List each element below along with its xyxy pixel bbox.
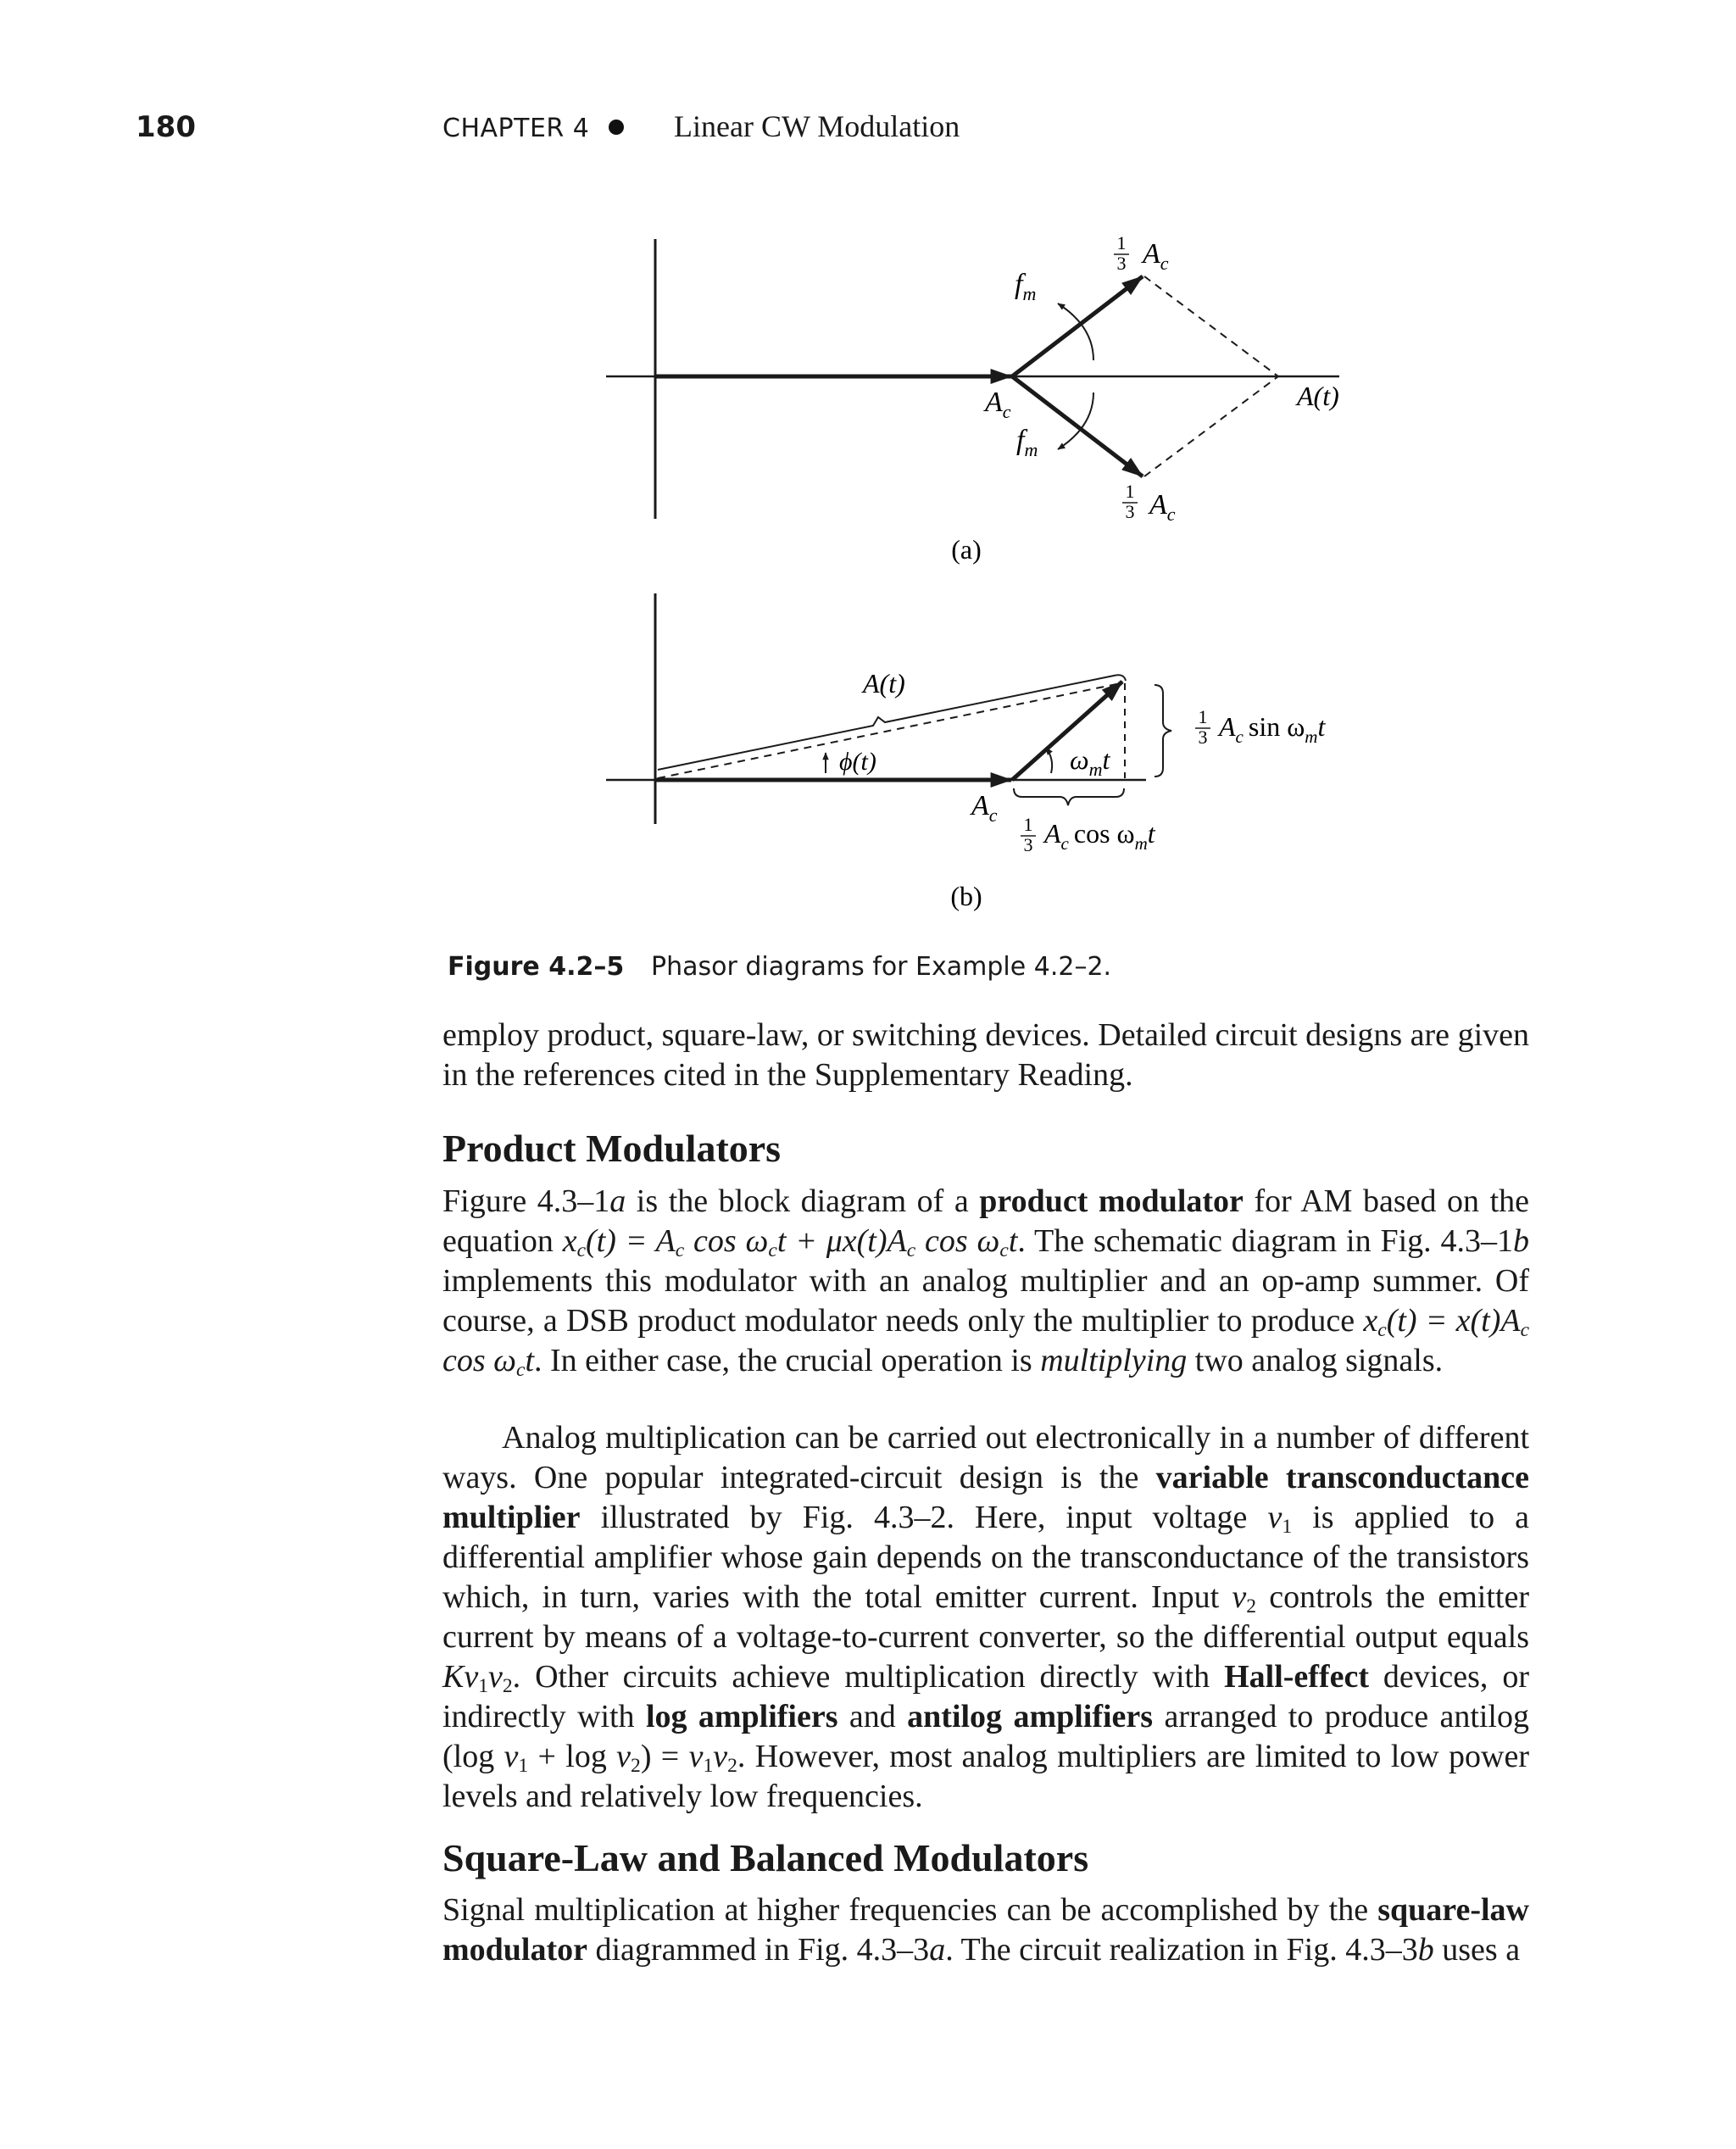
intro-paragraph: employ product, square-law, or switching devices. Detailed circuit designs are given in the references cited in the Supplementary Reading. — [442, 1017, 1529, 1093]
section-heading-product-modulators: Product Modulators — [442, 1127, 782, 1170]
term-product-modulator: product modulator — [979, 1183, 1244, 1219]
panel-a-upper-sideband-label: $A_c$ — [1143, 238, 1169, 274]
figure-caption-number: Figure 4.2–5 — [448, 952, 625, 982]
panel-a — [606, 232, 1339, 565]
panel-b-cos-term: $A_c$ $\cos \omega_mt$ — [1044, 818, 1155, 854]
panel-b-angle-label: $\omega_mt$ — [1070, 744, 1110, 780]
term-hall-effect: Hall-effect — [1224, 1659, 1369, 1695]
panel-a-lower-sideband-phasor — [1012, 376, 1143, 476]
term-log-amplifiers: log amplifiers — [645, 1699, 838, 1734]
panel-a-lower-sideband-label: $A_c$ — [1149, 489, 1176, 525]
svg-text:1: 1 — [1116, 232, 1127, 253]
panel-b-sin-brace — [1155, 685, 1171, 777]
panel-b-cos-brace — [1014, 788, 1124, 805]
figure-caption-text: Phasor diagrams for Example 4.2–2. — [651, 952, 1112, 982]
panel-a-dashed-lower — [1144, 376, 1278, 476]
panel-b-cos-coeff — [1021, 814, 1036, 855]
page-number: 180 — [136, 110, 196, 144]
equation-am: $x_c(t) = A_c$ $\cos \omega_ct + \mu x(t)A_c$ $\cos \omega_ct$ — [562, 1223, 1018, 1261]
panel-b-carrier-label: $A_c$ — [971, 790, 998, 826]
panel-a-lower-rotation-label: $f_m$ — [1016, 425, 1038, 460]
chapter-label: CHAPTER 4 — [442, 114, 590, 143]
panel-b-sin-term: $A_c$ $\sin \omega_mt$ — [1219, 711, 1326, 747]
svg-text:3: 3 — [1023, 834, 1033, 855]
section-heading-square-law: Square-Law and Balanced Modulators — [442, 1836, 1089, 1879]
term-variable-transconductance-multiplier: variable transconductance multiplier — [442, 1460, 1530, 1535]
panel-a-upper-rotation-arrow — [1058, 303, 1093, 360]
panel-a-resultant-label: A(t) — [1297, 381, 1339, 411]
square-law-paragraph-1: Signal multiplication at higher frequencies can be accomplished by the square-law modulator diagrammed in Fig. 4.3–3a. The circuit realization in Fig. 4.3–3b uses a — [442, 1892, 1529, 1968]
svg-text:3: 3 — [1198, 727, 1208, 748]
svg-text:3: 3 — [1125, 501, 1135, 522]
panel-a-label: (a) — [951, 534, 982, 565]
product-modulators-paragraph-1: Figure 4.3–1a is the block diagram of a product modulator for AM based on the equation $x_c(t) = A_c$ $\cos \omega_ct + \mu x(t)A_c$ $\cos \omega_ct$. The schematic diagram in Fig. 4.3–1b implements this modulator with an analog multiplier and an op-amp summer. Of course, a DSB product modulator needs only the multiplier to produce $x_c(t) = x(t)A_c$ $\cos \omega_ct$. In either case, the crucial operation is multiplying two analog signals. — [442, 1183, 1530, 1381]
svg-text:3: 3 — [1116, 253, 1127, 274]
figure-caption — [448, 952, 1111, 982]
term-square-law-modulator: square-law modulator — [442, 1892, 1529, 1968]
equation-dsb: $x_c(t) = x(t)A_c$ $\cos \omega_ct$ — [442, 1303, 1530, 1381]
panel-a-lower-rotation-arrow — [1058, 392, 1093, 449]
svg-text:1: 1 — [1023, 814, 1033, 835]
product-modulators-paragraph-2: Analog multiplication can be carried out electronically in a number of different ways. One popular integrated-circuit design is the variable transconductance multiplier illustrated by Fig. 4.3–2. Here, input voltage $v_1$ is applied to a differential amplifier whose gain depends on the transconductance of the transistors which, in turn, varies with the total emitter current. Input $v_2$ controls the emitter current by means of a voltage-to-current converter, so the differential output equals $Kv_1v_2$. Other circuits achieve multiplication directly with Hall-effect devices, or indirectly with log amplifiers and antilog amplifiers arranged to produce antilog (log $v_1 + \log v_2) = v_1v_2$. However, most analog multipliers are limited to low power levels and relatively low frequencies. — [442, 1420, 1530, 1814]
panel-a-lower-sideband-coeff — [1122, 481, 1138, 522]
panel-a-upper-rotation-label: $f_m$ — [1015, 269, 1037, 304]
phasor-figure — [0, 0, 1736, 1017]
panel-b-sin-coeff — [1195, 706, 1210, 748]
panel-b-label: (b) — [950, 881, 982, 911]
panel-a-upper-sideband-coeff — [1114, 232, 1129, 274]
svg-text:1: 1 — [1198, 706, 1208, 727]
term-antilog-amplifiers: antilog amplifiers — [907, 1699, 1154, 1734]
panel-b-phase-label: ϕ(t) — [839, 748, 876, 776]
chapter-title: Linear CW Modulation — [674, 109, 960, 143]
panel-a-dashed-upper — [1144, 276, 1278, 376]
panel-b — [606, 593, 1326, 911]
svg-text:1: 1 — [1125, 481, 1135, 502]
panel-b-resultant-label: A(t) — [863, 668, 905, 699]
panel-a-carrier-label: $A_c$ — [985, 387, 1011, 422]
